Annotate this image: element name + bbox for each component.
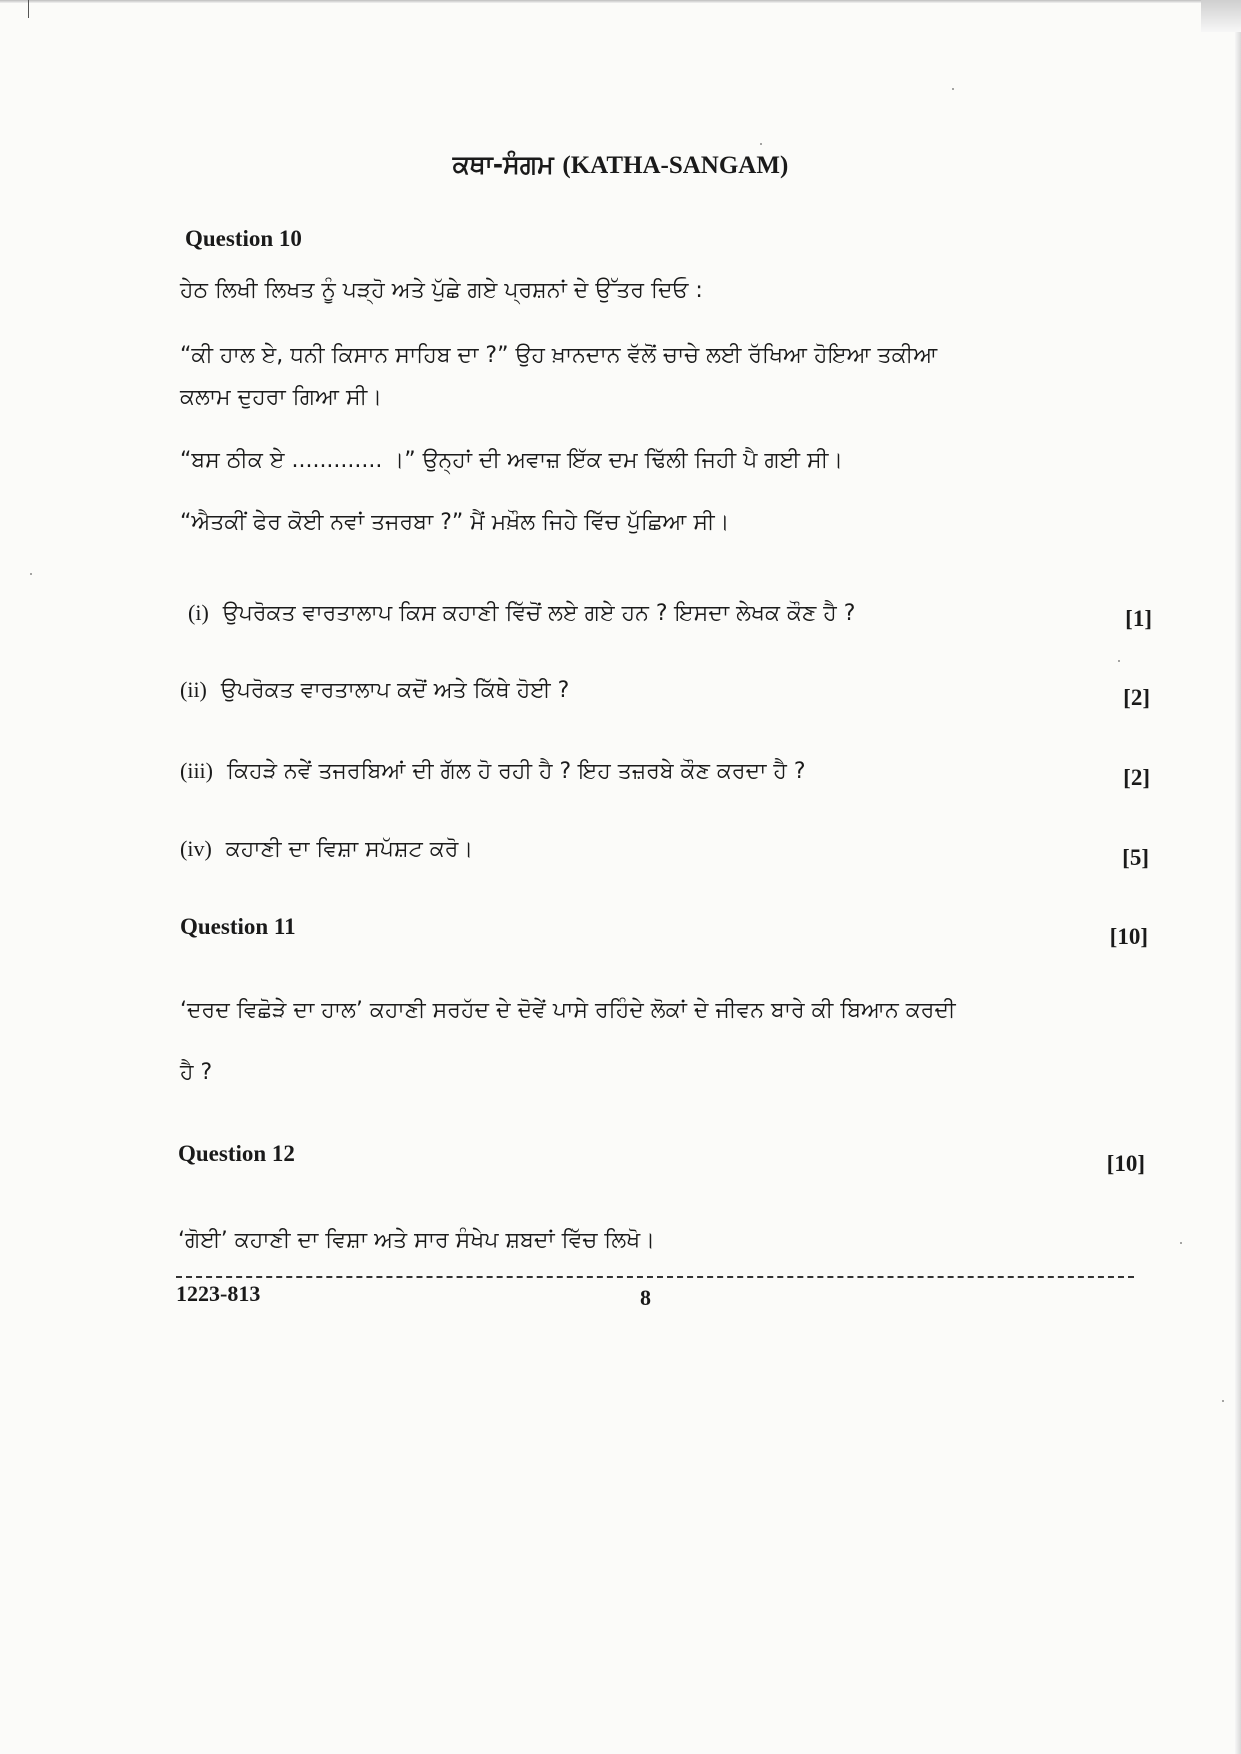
scan-speck [30, 573, 32, 575]
footer-page-number: 8 [640, 1285, 651, 1310]
part-i-marks: [1] [1125, 606, 1152, 631]
part-iii-text: ਕਿਹੜੇ ਨਵੇਂ ਤਜਰਬਿਆਂ ਦੀ ਗੱਲ ਹੋ ਰਹੀ ਹੈ ? ਇਹ ਤਜ਼ਰਬੇ ਕੌਣ ਕਰਦਾ ਹੈ ? [227, 759, 806, 784]
question-12-heading: Question 12 [178, 1141, 295, 1166]
part-iv-marks: [5] [1122, 845, 1149, 870]
scan-speck [1180, 1242, 1182, 1244]
part-ii-text: ਉਪਰੋਕਤ ਵਾਰਤਾਲਾਪ ਕਦੋਂ ਅਤੇ ਕਿੱਥੇ ਹੋਈ ? [220, 678, 570, 703]
section-title-punjabi: ਕਥਾ-ਸੰਗਮ [452, 150, 554, 179]
section-title [0, 150, 1241, 180]
part-i-number: (i) [188, 600, 209, 625]
scan-edge-right [1235, 0, 1241, 1754]
passage-line-3: “ਬਸ ਠੀਕ ਏ ............. ।” ਉਨ੍ਹਾਂ ਦੀ ਅਵਾਜ਼ ਇੱਕ ਦਮ ਢਿੱਲੀ ਜਿਹੀ ਪੈ ਗਈ ਸੀ। [180, 448, 844, 473]
passage-line-2: ਕਲਾਮ ਦੁਹਰਾ ਗਿਆ ਸੀ। [180, 385, 383, 410]
question-11-heading: Question 11 [180, 914, 296, 939]
part-iv-number: (iv) [180, 836, 212, 861]
question-12-marks: [10] [1106, 1151, 1145, 1176]
part-iii-number: (iii) [180, 758, 213, 783]
part-iii [180, 758, 806, 784]
part-iv-text: ਕਹਾਣੀ ਦਾ ਵਿਸ਼ਾ ਸਪੱਸ਼ਟ ਕਰੋ। [225, 837, 474, 862]
question-12-text: ‘ਗੋਈ’ ਕਹਾਣੀ ਦਾ ਵਿਸ਼ਾ ਅਤੇ ਸਾਰ ਸੰਖੇਪ ਸ਼ਬਦਾਂ ਵਿੱਚ ਲਿਖੋ। [178, 1228, 656, 1253]
question-11-text-line-1: ‘ਦਰਦ ਵਿਛੋੜੇ ਦਾ ਹਾਲ’ ਕਹਾਣੀ ਸਰਹੱਦ ਦੇ ਦੋਵੇਂ ਪਾਸੇ ਰਹਿੰਦੇ ਲੋਕਾਂ ਦੇ ਜੀਵਨ ਬਾਰੇ ਕੀ ਬਿਆਨ ਕਰਦੀ [180, 998, 956, 1023]
footer-paper-code: 1223-813 [176, 1281, 261, 1306]
part-iii-marks: [2] [1123, 765, 1150, 790]
part-iv [180, 836, 473, 862]
part-i [188, 600, 855, 626]
part-ii-marks: [2] [1123, 685, 1150, 710]
question-11-marks: [10] [1109, 924, 1148, 949]
passage-line-4: “ਐਤਕੀਂ ਫੇਰ ਕੋਈ ਨਵਾਂ ਤਜਰਬਾ ?” ਮੈਂ ਮਖ਼ੌਲ ਜਿਹੇ ਵਿੱਚ ਪੁੱਛਿਆ ਸੀ। [180, 510, 730, 535]
question-11-text-line-2: ਹੈ ? [180, 1060, 213, 1085]
scan-edge-mark [28, 0, 29, 18]
part-i-text: ਉਪਰੋਕਤ ਵਾਰਤਾਲਾਪ ਕਿਸ ਕਹਾਣੀ ਵਿੱਚੋਂ ਲਏ ਗਏ ਹਨ ? ਇਸਦਾ ਲੇਖਕ ਕੌਣ ਹੈ ? [222, 601, 856, 626]
scan-corner-shadow [1201, 0, 1241, 32]
scan-speck [760, 143, 762, 145]
part-ii [180, 677, 569, 703]
scan-edge-top [0, 0, 1241, 3]
scan-speck [1118, 660, 1120, 662]
question-10-heading: Question 10 [185, 226, 302, 251]
section-title-latin: (KATHA-SANGAM) [562, 152, 789, 179]
footer-dashed-rule [176, 1276, 1134, 1278]
scan-speck [952, 88, 954, 90]
scan-speck [1222, 1400, 1224, 1402]
question-10-instruction: ਹੇਠ ਲਿਖੀ ਲਿਖਤ ਨੂੰ ਪੜ੍ਹੋ ਅਤੇ ਪੁੱਛੇ ਗਏ ਪ੍ਰਸ਼ਨਾਂ ਦੇ ਉੱਤਰ ਦਿਓ : [180, 278, 703, 303]
part-ii-number: (ii) [180, 677, 207, 702]
passage-line-1: “ਕੀ ਹਾਲ ਏ, ਧਨੀ ਕਿਸਾਨ ਸਾਹਿਬ ਦਾ ?” ਉਹ ਖ਼ਾਨਦਾਨ ਵੱਲੋਂ ਚਾਚੇ ਲਈ ਰੱਖਿਆ ਹੋਇਆ ਤਕੀਆ [180, 343, 938, 368]
